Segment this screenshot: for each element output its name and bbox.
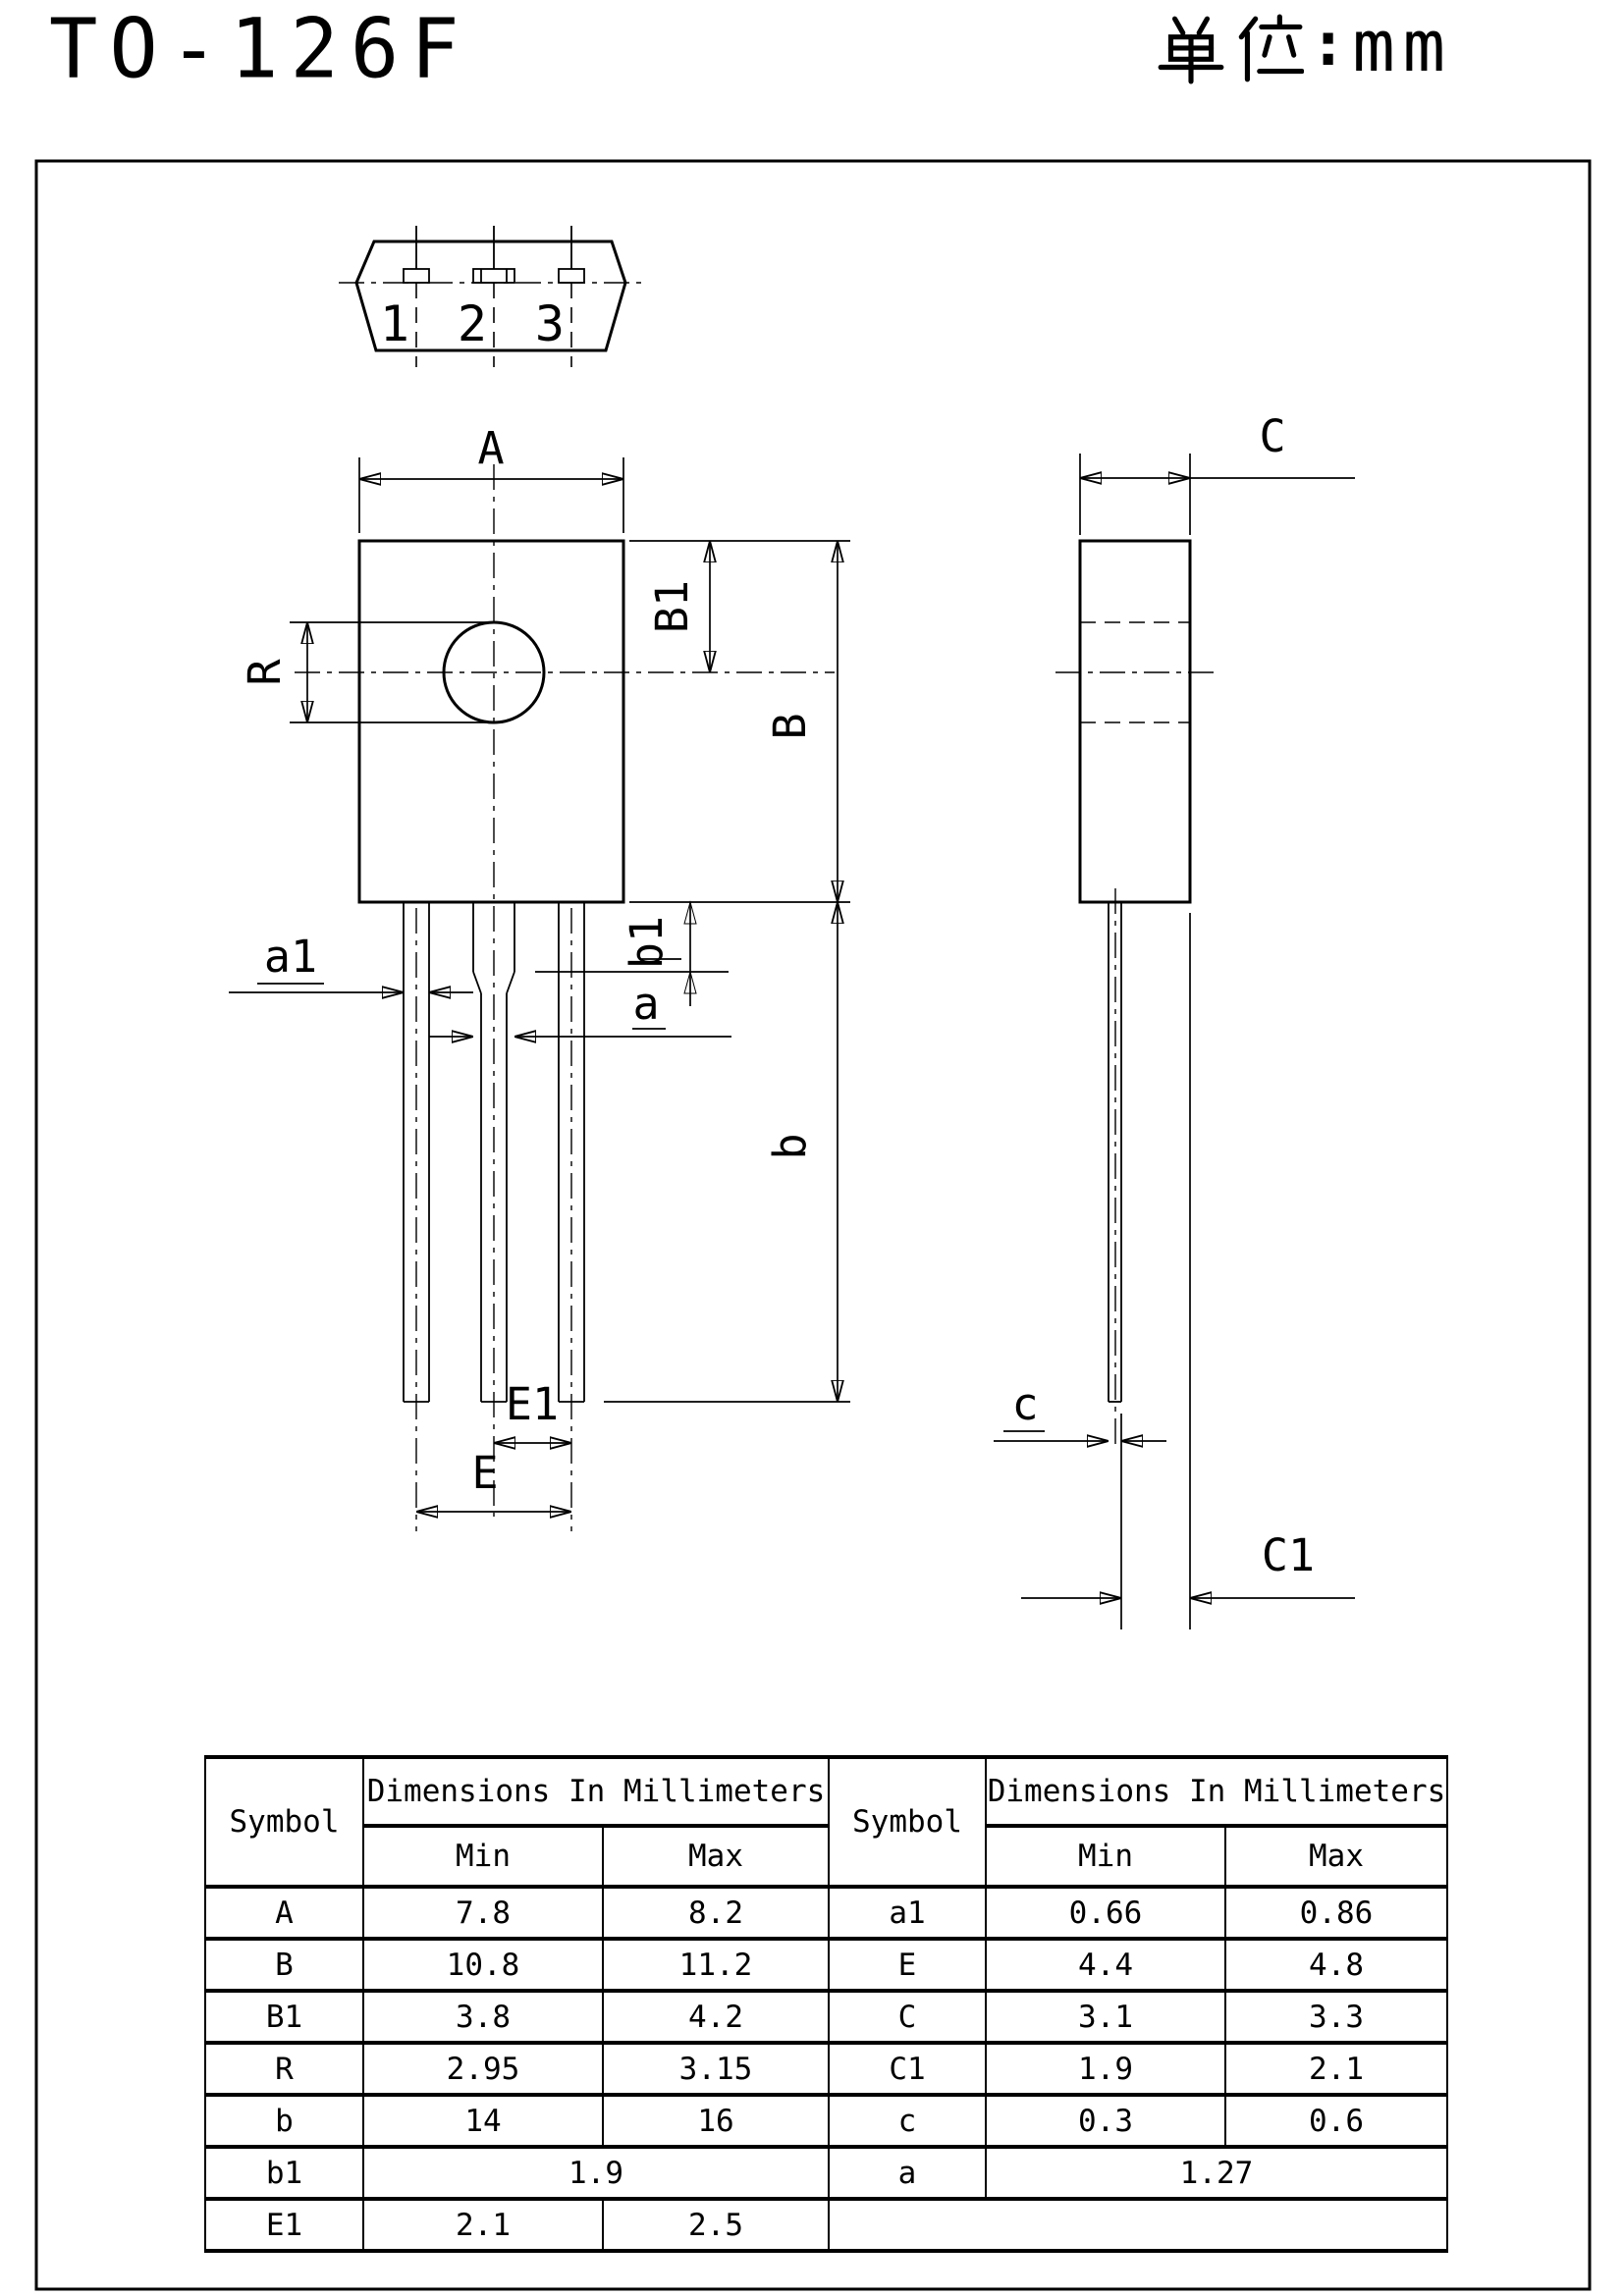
max-cell: 0.86: [1225, 1887, 1447, 1939]
symbol-cell: E1: [205, 2199, 363, 2251]
table-row: [205, 1991, 1447, 2043]
table-row: [205, 2043, 1447, 2095]
side-view-dimensions: [994, 410, 1355, 1629]
merged-value-cell: 1.9: [363, 2147, 829, 2199]
max-cell: 11.2: [603, 1939, 829, 1991]
min-cell: 2.95: [363, 2043, 603, 2095]
symbol-cell: a1: [829, 1887, 986, 1939]
right-header-max: Max: [1225, 1826, 1447, 1887]
dim-label-c: c: [1011, 1378, 1039, 1430]
dim-label-R: R: [239, 659, 291, 686]
right-header-min: Min: [986, 1826, 1225, 1887]
pin-number-3: 3: [534, 295, 565, 352]
dim-label-C: C: [1259, 410, 1286, 462]
unit-mm: mm: [1352, 5, 1454, 87]
min-cell: 7.8: [363, 1887, 603, 1939]
min-cell: 3.1: [986, 1991, 1225, 2043]
max-cell: 4.2: [603, 1991, 829, 2043]
min-cell: 14: [363, 2095, 603, 2147]
empty-cell: [829, 2199, 1447, 2251]
left-header-symbol: Symbol: [205, 1757, 363, 1887]
pin-number-1: 1: [379, 295, 409, 352]
min-cell: 1.9: [986, 2043, 1225, 2095]
max-cell: 2.5: [603, 2199, 829, 2251]
dim-label-A: A: [477, 422, 505, 474]
right-header-dims: Dimensions In Millimeters: [986, 1757, 1447, 1826]
left-header-dims: Dimensions In Millimeters: [363, 1757, 829, 1826]
left-header-min: Min: [363, 1826, 603, 1887]
dim-label-b: b: [764, 1133, 816, 1160]
max-cell: 16: [603, 2095, 829, 2147]
symbol-cell: E: [829, 1939, 986, 1991]
symbol-cell: b1: [205, 2147, 363, 2199]
dim-label-E: E: [471, 1447, 499, 1499]
min-cell: 4.4: [986, 1939, 1225, 1991]
symbol-cell: C1: [829, 2043, 986, 2095]
front-view-dimensions: [229, 422, 850, 1512]
left-header-max: Max: [603, 1826, 829, 1887]
pin-number-2: 2: [457, 295, 487, 352]
symbol-cell: C: [829, 1991, 986, 2043]
unit-colon: :: [1310, 8, 1347, 80]
table-row: [205, 2147, 1447, 2199]
dim-label-a: a: [632, 978, 660, 1030]
right-header-symbol: Symbol: [829, 1757, 986, 1887]
merged-value-cell: 1.27: [986, 2147, 1447, 2199]
dim-label-B: B: [764, 713, 816, 740]
table-row: [205, 1939, 1447, 1991]
table-row: [205, 1887, 1447, 1939]
max-cell: 2.1: [1225, 2043, 1447, 2095]
symbol-cell: c: [829, 2095, 986, 2147]
symbol-cell: a: [829, 2147, 986, 2199]
front-view: [295, 464, 835, 1531]
min-cell: 3.8: [363, 1991, 603, 2043]
side-view: [1055, 541, 1217, 1451]
min-cell: 0.66: [986, 1887, 1225, 1939]
symbol-cell: A: [205, 1887, 363, 1939]
table-row: [205, 2199, 1447, 2251]
dim-label-C1: C1: [1261, 1529, 1316, 1581]
max-cell: 3.15: [603, 2043, 829, 2095]
dim-label-E1: E1: [505, 1378, 560, 1430]
dim-label-b1: b1: [621, 915, 673, 970]
max-cell: 4.8: [1225, 1939, 1447, 1991]
dim-label-a1: a1: [263, 931, 318, 983]
top-view: [339, 226, 646, 367]
page-title: TO-126F: [49, 2, 471, 97]
min-cell: 0.3: [986, 2095, 1225, 2147]
symbol-cell: R: [205, 2043, 363, 2095]
symbol-cell: b: [205, 2095, 363, 2147]
dim-label-B1: B1: [646, 579, 698, 634]
symbol-cell: B: [205, 1939, 363, 1991]
table-row: [205, 2095, 1447, 2147]
min-cell: 2.1: [363, 2199, 603, 2251]
max-cell: 0.6: [1225, 2095, 1447, 2147]
min-cell: 10.8: [363, 1939, 603, 1991]
max-cell: 3.3: [1225, 1991, 1447, 2043]
max-cell: 8.2: [603, 1887, 829, 1939]
symbol-cell: B1: [205, 1991, 363, 2043]
dimension-table: [204, 1755, 1448, 2253]
